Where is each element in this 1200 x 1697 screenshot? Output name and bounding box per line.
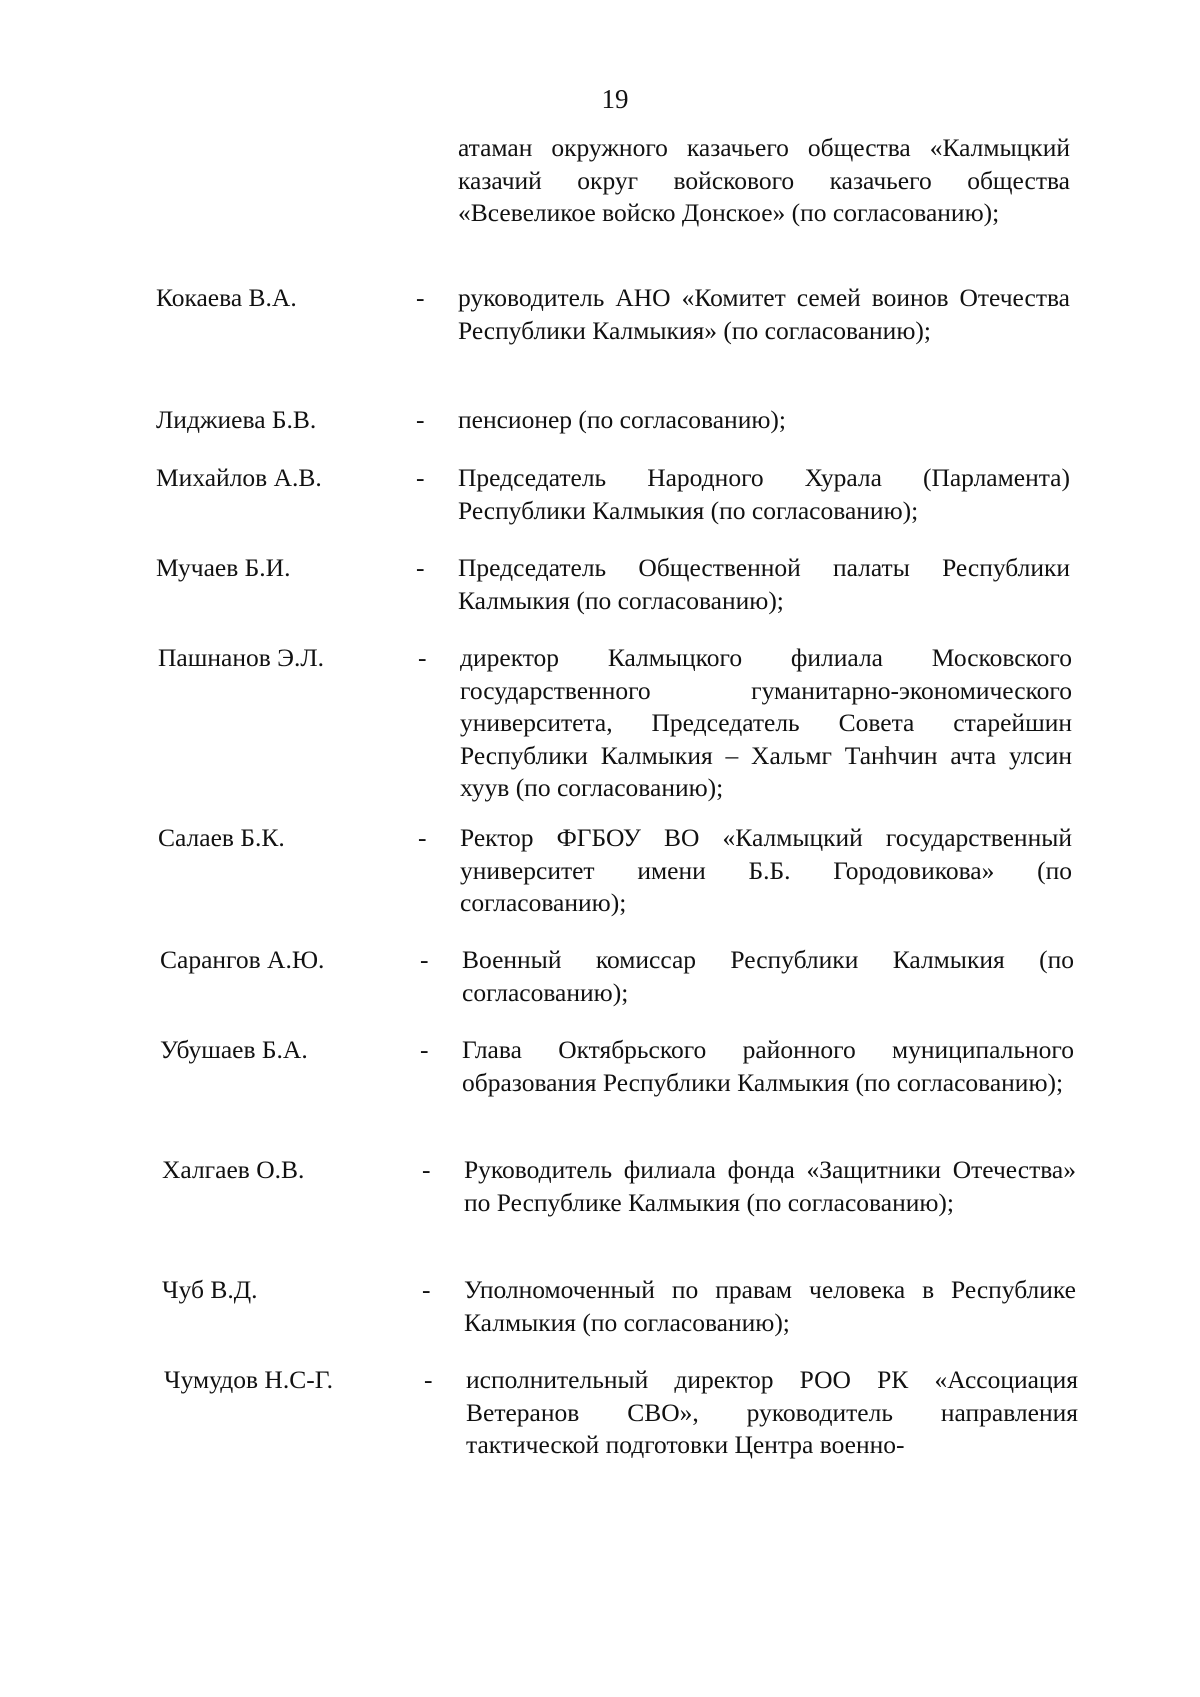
- list-item: [162, 1154, 1076, 1219]
- dash-separator: -: [424, 1365, 433, 1394]
- member-description: исполнительный директор РОО РК «Ассоциация Ветеранов СВО», руководитель направления тактической подготовки Центра военно-: [466, 1365, 1078, 1459]
- dash-separator: -: [416, 463, 425, 492]
- list-item: [156, 282, 1070, 347]
- list-item: [162, 1274, 1076, 1339]
- member-name: Салаев Б.К.: [158, 823, 285, 852]
- member-name: Пашнанов Э.Л.: [158, 643, 325, 672]
- member-name: Чумудов Н.С-Г.: [164, 1365, 333, 1394]
- list-item: [158, 642, 1072, 805]
- dash-separator: -: [422, 1275, 431, 1304]
- dash-separator: -: [420, 1035, 429, 1064]
- dash-separator: -: [418, 643, 427, 672]
- dash-separator: -: [422, 1155, 431, 1184]
- member-description: директор Калмыцкого филиала Московского государственного гуманитарно-экономического университета, Председатель Совета старейшин Республики Калмыкия – Хальмг Танһчин ачта улсин хуув (по согласованию);: [460, 643, 1072, 802]
- dash-separator: -: [418, 823, 427, 852]
- list-item: [158, 822, 1072, 920]
- member-description: Руководитель филиала фонда «Защитники Отечества» по Республике Калмыкия (по согласованию);: [464, 1155, 1076, 1217]
- member-name: Лиджиева Б.В.: [156, 405, 317, 434]
- page-number: 19: [601, 84, 629, 114]
- member-description: Глава Октябрьского районного муниципального образования Республики Калмыкия (по согласованию);: [462, 1035, 1074, 1097]
- member-description: Военный комиссар Республики Калмыкия (по согласованию);: [462, 945, 1074, 1007]
- member-description: Председатель Народного Хурала (Парламента) Республики Калмыкия (по согласованию);: [458, 463, 1070, 525]
- member-name: Халгаев О.В.: [162, 1155, 305, 1184]
- list-item: [160, 944, 1074, 1009]
- list-item-continuation: [156, 132, 1070, 230]
- member-name: Сарангов А.Ю.: [160, 945, 325, 974]
- member-name: Михайлов А.В.: [156, 463, 322, 492]
- list-item: [160, 1034, 1074, 1099]
- member-name: Кокаева В.А.: [156, 283, 297, 312]
- list-item: [164, 1364, 1078, 1462]
- list-item: [156, 462, 1070, 527]
- member-name: Мучаев Б.И.: [156, 553, 291, 582]
- member-description: руководитель АНО «Комитет семей воинов Отечества Республики Калмыкия» (по согласованию);: [458, 283, 1070, 345]
- member-description: атаман окружного казачьего общества «Калмыцкий казачий округ войскового казачьего общества «Всевеликое войско Донское» (по согласованию);: [458, 133, 1070, 227]
- member-description: Уполномоченный по правам человека в Республике Калмыкия (по согласованию);: [464, 1275, 1076, 1337]
- list-item: [156, 404, 1070, 437]
- dash-separator: -: [416, 553, 425, 582]
- dash-separator: -: [420, 945, 429, 974]
- member-description: Председатель Общественной палаты Республики Калмыкия (по согласованию);: [458, 553, 1070, 615]
- list-item: [156, 552, 1070, 617]
- member-description: Ректор ФГБОУ ВО «Калмыцкий государственный университет имени Б.Б. Городовикова» (по согласованию);: [460, 823, 1072, 917]
- dash-separator: -: [416, 283, 425, 312]
- member-name: Чуб В.Д.: [162, 1275, 258, 1304]
- member-description: пенсионер (по согласованию);: [458, 405, 786, 434]
- member-name: Убушаев Б.А.: [160, 1035, 308, 1064]
- dash-separator: -: [416, 405, 425, 434]
